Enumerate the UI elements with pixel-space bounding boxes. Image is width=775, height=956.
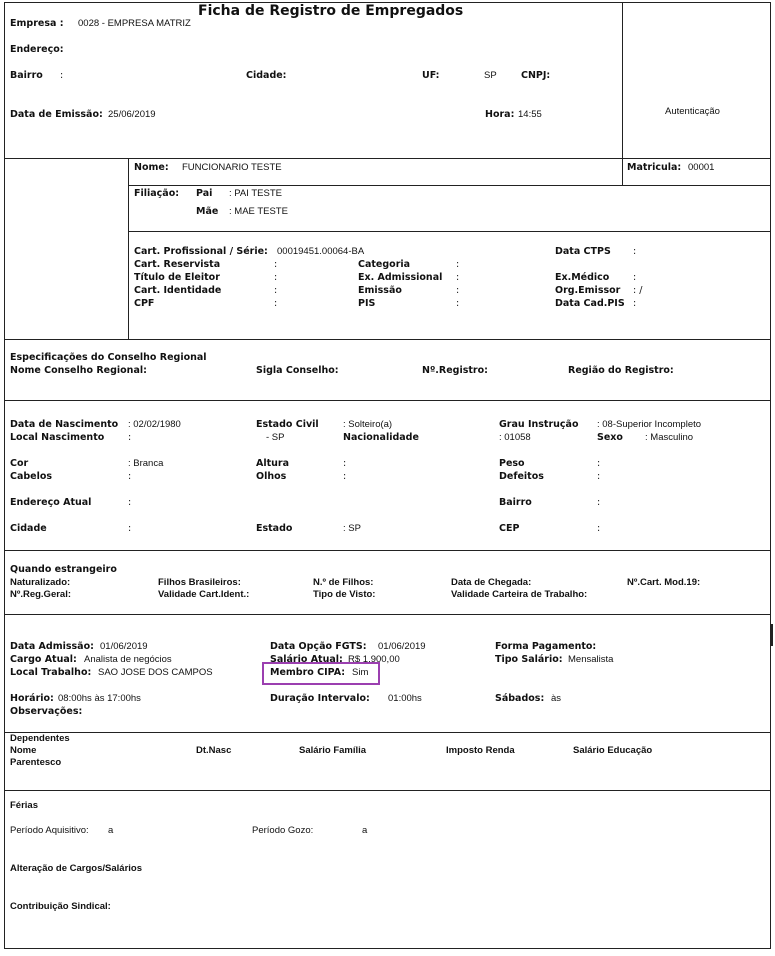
bairro-atual-label: Bairro xyxy=(499,497,532,508)
local-uf: - SP xyxy=(266,432,285,443)
dep-nome-label: Nome xyxy=(10,745,37,756)
doc-value: : xyxy=(274,259,278,270)
tipo-salario-label: Tipo Salário: xyxy=(495,654,563,665)
nome-value: FUNCIONARIO TESTE xyxy=(182,162,282,173)
local-trabalho-value: SAO JOSE DOS CAMPOS xyxy=(98,667,213,678)
hora-label: Hora: xyxy=(485,109,515,120)
estado-civil-label: Estado Civil xyxy=(256,419,319,430)
foreign-divider xyxy=(4,614,771,615)
filiacao-divider xyxy=(128,231,771,232)
data-admissao-label: Data Admissão: xyxy=(10,641,94,652)
admission-divider xyxy=(4,732,771,733)
doc-label: Cart. Reservista xyxy=(134,259,221,270)
data-admissao-value: 01/06/2019 xyxy=(100,641,148,652)
duracao-label: Duração Intervalo: xyxy=(270,693,370,704)
uf-label: UF: xyxy=(422,70,440,81)
sabados-label: Sábados: xyxy=(495,693,545,704)
page-title: Ficha de Registro de Empregados xyxy=(198,3,464,19)
peso-value: : xyxy=(597,458,601,469)
sabados-value: às xyxy=(551,693,562,704)
gozo-label: Período Gozo: xyxy=(252,825,314,836)
horario-value: 08:00hs às 17:00hs xyxy=(58,693,141,704)
cep-value: : xyxy=(597,523,601,534)
naturalizado-label: Naturalizado: xyxy=(10,577,71,588)
autenticacao-label: Autenticação xyxy=(665,106,720,117)
bairro-atual-value: : xyxy=(597,497,601,508)
cor-value: : Branca xyxy=(128,458,164,469)
registro-label: Nº.Registro: xyxy=(422,365,488,376)
doc-value: : xyxy=(633,298,637,309)
dep-sal-educacao-label: Salário Educação xyxy=(573,745,653,756)
peso-label: Peso xyxy=(499,458,525,469)
doc-value: : xyxy=(274,285,278,296)
regiao-registro-label: Região do Registro: xyxy=(568,365,674,376)
cipa-label: Membro CIPA: xyxy=(270,667,346,678)
dep-sal-familia-label: Salário Família xyxy=(299,745,367,756)
contribuicao-label: Contribuição Sindical: xyxy=(10,901,111,912)
mae-label: Mãe xyxy=(196,206,219,217)
filiacao-label: Filiação: xyxy=(134,188,180,199)
conselho-divider xyxy=(4,400,771,401)
salario-value: R$ 1.900,00 xyxy=(348,654,400,665)
matricula-label: Matricula: xyxy=(627,162,682,173)
border-bottom xyxy=(4,948,771,949)
mae-value: : MAE TESTE xyxy=(229,206,288,217)
fgts-label: Data Opção FGTS: xyxy=(270,641,367,652)
nacionalidade-label: Nacionalidade xyxy=(343,432,419,443)
validade-trabalho-label: Validade Carteira de Trabalho: xyxy=(451,589,588,600)
data-emissao-label: Data de Emissão: xyxy=(10,109,103,120)
doc-value: : xyxy=(456,298,460,309)
doc-value: : xyxy=(274,272,278,283)
cipa-value: Sim xyxy=(352,667,369,678)
alteracao-label: Alteração de Cargos/Salários xyxy=(10,863,142,874)
doc-label: Emissão xyxy=(358,285,402,296)
doc-value: : xyxy=(633,272,637,283)
matricula-value: 00001 xyxy=(688,162,715,173)
cart-mod-label: Nº.Cart. Mod.19: xyxy=(627,577,701,588)
grau-value: : 08-Superior Incompleto xyxy=(597,419,702,430)
estado-value: : SP xyxy=(343,523,361,534)
validade-ident-label: Validade Cart.Ident.: xyxy=(158,589,250,600)
hora-value: 14:55 xyxy=(518,109,542,120)
docs-divider xyxy=(4,339,771,340)
aquisitivo-value: a xyxy=(108,825,114,836)
altura-label: Altura xyxy=(256,458,290,469)
dep-imposto-label: Imposto Renda xyxy=(446,745,515,756)
dep-dt-nasc-label: Dt.Nasc xyxy=(196,745,232,756)
foreign-title: Quando estrangeiro xyxy=(10,564,117,575)
conselho-nome-label: Nome Conselho Regional: xyxy=(10,365,147,376)
endereco-label: Endereço: xyxy=(10,44,64,55)
data-ctps-value: : xyxy=(633,246,637,257)
doc-label: PIS xyxy=(358,298,376,309)
sexo-value: : Masculino xyxy=(645,432,694,443)
endereco-atual-label: Endereço Atual xyxy=(10,497,92,508)
fgts-value: 01/06/2019 xyxy=(378,641,426,652)
data-chegada-label: Data de Chegada: xyxy=(451,577,532,588)
reg-geral-label: Nº.Reg.Geral: xyxy=(10,589,72,600)
auth-box-divider xyxy=(622,2,623,159)
cart-prof-label: Cart. Profissional / Série: xyxy=(134,246,268,257)
nome-divider xyxy=(128,185,771,186)
doc-value: : xyxy=(456,259,460,270)
local-trabalho-label: Local Trabalho: xyxy=(10,667,92,678)
tipo-salario-value: Mensalista xyxy=(568,654,614,665)
doc-label: CPF xyxy=(134,298,155,309)
border-right xyxy=(770,2,771,949)
scroll-caret xyxy=(771,624,773,646)
personal-divider xyxy=(4,550,771,551)
estado-label: Estado xyxy=(256,523,293,534)
doc-value: : xyxy=(456,285,460,296)
num-filhos-label: N.º de Filhos: xyxy=(313,577,374,588)
cargo-label: Cargo Atual: xyxy=(10,654,77,665)
gozo-value: a xyxy=(362,825,368,836)
uf-value: SP xyxy=(484,70,497,81)
tipo-visto-label: Tipo de Visto: xyxy=(313,589,376,600)
border-left xyxy=(4,2,5,949)
empresa-label: Empresa : xyxy=(10,18,64,29)
nasc-value: : 02/02/1980 xyxy=(128,419,181,430)
local-nasc-value: : xyxy=(128,432,132,443)
aquisitivo-label: Período Aquisitivo: xyxy=(10,825,89,836)
sigla-conselho-label: Sigla Conselho: xyxy=(256,365,339,376)
cabelos-label: Cabelos xyxy=(10,471,53,482)
defeitos-value: : xyxy=(597,471,601,482)
doc-label: Data Cad.PIS xyxy=(555,298,625,309)
estado-civil-value: : Solteiro(a) xyxy=(343,419,393,430)
pai-value: : PAI TESTE xyxy=(229,188,282,199)
ferias-title: Férias xyxy=(10,800,38,811)
altura-value: : xyxy=(343,458,347,469)
grau-label: Grau Instrução xyxy=(499,419,579,430)
conselho-title: Especificações do Conselho Regional xyxy=(10,352,207,363)
pai-label: Pai xyxy=(196,188,213,199)
defeitos-label: Defeitos xyxy=(499,471,544,482)
nacionalidade-code: : 01058 xyxy=(499,432,531,443)
olhos-label: Olhos xyxy=(256,471,287,482)
dep-parentesco-label: Parentesco xyxy=(10,757,62,768)
local-nasc-label: Local Nascimento xyxy=(10,432,105,443)
dependentes-title: Dependentes xyxy=(10,733,70,744)
olhos-value: : xyxy=(343,471,347,482)
endereco-atual-value: : xyxy=(128,497,132,508)
dependentes-divider xyxy=(4,790,771,791)
cargo-value: Analista de negócios xyxy=(84,654,172,665)
cart-prof-value: 00019451.00064-BA xyxy=(277,246,365,257)
filhos-brasileiros-label: Filhos Brasileiros: xyxy=(158,577,241,588)
bairro-label: Bairro xyxy=(10,70,43,81)
doc-label: Ex.Médico xyxy=(555,272,610,283)
forma-pagamento-label: Forma Pagamento: xyxy=(495,641,597,652)
bairro-sep: : xyxy=(60,70,64,81)
cidade-atual-label: Cidade xyxy=(10,523,47,534)
cidade-label: Cidade: xyxy=(246,70,287,81)
doc-label: Org.Emissor xyxy=(555,285,621,296)
nome-label: Nome: xyxy=(134,162,169,173)
doc-label: Cart. Identidade xyxy=(134,285,222,296)
cnpj-label: CNPJ: xyxy=(521,70,551,81)
data-ctps-label: Data CTPS xyxy=(555,246,611,257)
cep-label: CEP xyxy=(499,523,520,534)
sexo-label: Sexo xyxy=(597,432,623,443)
header-divider xyxy=(4,158,771,159)
cor-label: Cor xyxy=(10,458,29,469)
doc-label: Título de Eleitor xyxy=(134,272,220,283)
salario-label: Salário Atual: xyxy=(270,654,343,665)
doc-value: : xyxy=(274,298,278,309)
cidade-atual-value: : xyxy=(128,523,132,534)
matricula-divider xyxy=(622,158,623,186)
observacoes-label: Observações: xyxy=(10,706,83,717)
cabelos-value: : xyxy=(128,471,132,482)
duracao-value: 01:00hs xyxy=(388,693,422,704)
horario-label: Horário: xyxy=(10,693,54,704)
doc-value: : xyxy=(456,272,460,283)
doc-label: Ex. Admissional xyxy=(358,272,443,283)
doc-value: : / xyxy=(633,285,643,296)
doc-label: Categoria xyxy=(358,259,411,270)
empresa-value: 0028 - EMPRESA MATRIZ xyxy=(78,18,191,29)
nasc-label: Data de Nascimento xyxy=(10,419,119,430)
data-emissao-value: 25/06/2019 xyxy=(108,109,156,120)
